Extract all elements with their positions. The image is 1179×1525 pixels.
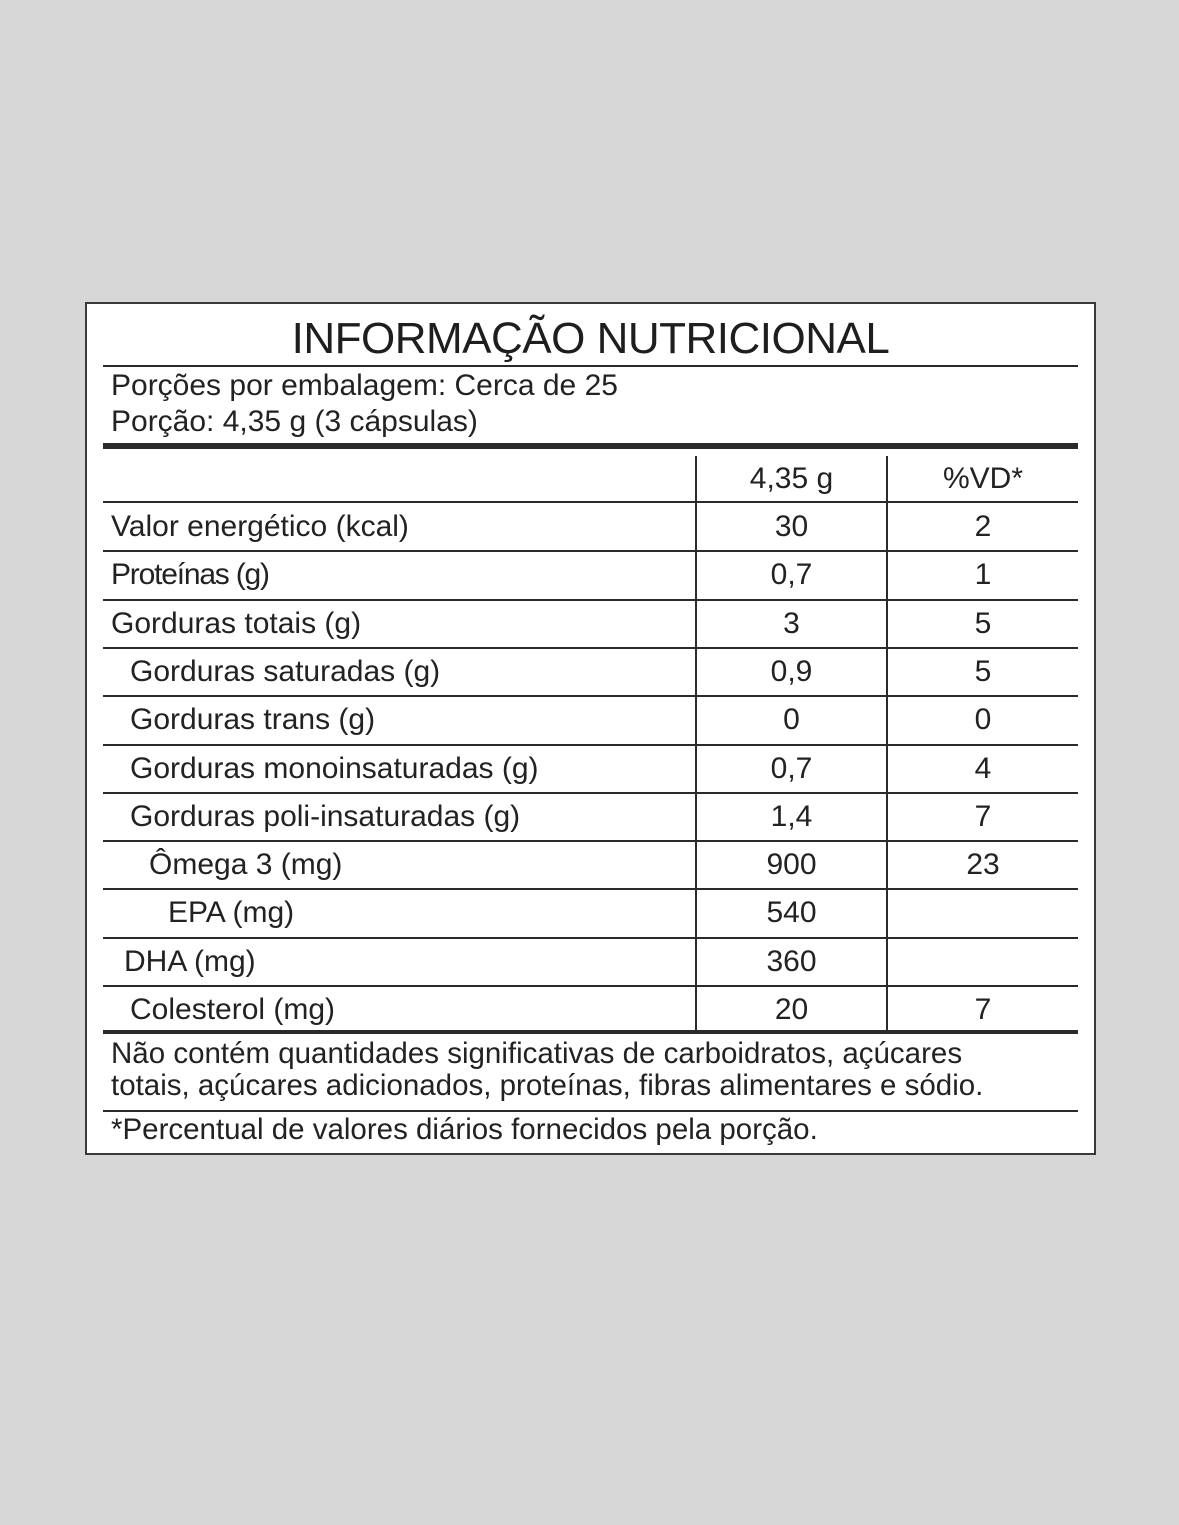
nutrient-amount: 0,7 <box>770 751 813 785</box>
nutrient-amount: 540 <box>766 896 817 930</box>
nutrient-amount: 30 <box>774 510 809 543</box>
nutrient-amount: 900 <box>766 848 817 882</box>
nutrient-name: Gorduras poli-insaturadas (g) <box>130 799 521 833</box>
servings-per-package: Porções por embalagem: Cerca de 25 <box>111 369 618 402</box>
nutrient-name: Proteínas (g) <box>111 558 269 592</box>
nutrient-daily-value: 2 <box>974 510 992 543</box>
not-significant-note-line-2: totais, açúcares adicionados, proteínas, fibras alimentares e sódio. <box>111 1069 984 1102</box>
daily-value-footnote: *Percentual de valores diários fornecidos pela porção. <box>111 1113 818 1146</box>
nutrient-name: Gorduras totais (g) <box>111 606 362 640</box>
nutrient-daily-value <box>888 890 1078 936</box>
nutrient-daily-value: 7 <box>974 799 992 833</box>
nutrition-facts-label <box>85 302 1096 1155</box>
not-significant-note-line-1: Não contém quantidades significativas de carboidratos, açúcares <box>111 1037 963 1070</box>
nutrient-name: Gorduras saturadas (g) <box>130 654 441 688</box>
nutrient-amount: 20 <box>774 993 809 1026</box>
nutrient-amount: 1,4 <box>770 799 813 833</box>
nutrient-name: Ômega 3 (mg) <box>149 848 343 882</box>
nutrient-name: DHA (mg) <box>124 944 256 978</box>
nutrient-amount: 3 <box>783 606 800 640</box>
footnote-divider <box>103 1110 1078 1112</box>
nutrient-amount: 0,9 <box>770 654 813 688</box>
serving-size: Porção: 4,35 g (3 cápsulas) <box>111 405 478 438</box>
nutrient-daily-value: 0 <box>974 703 992 737</box>
nutrient-daily-value <box>888 939 1078 985</box>
nutrient-name: Gorduras trans (g) <box>130 703 376 737</box>
nutrient-daily-value: 23 <box>966 848 1000 882</box>
header-row-divider <box>103 501 1078 503</box>
nutrient-name: Gorduras monoinsaturadas (g) <box>130 751 539 785</box>
label-title: INFORMAÇÃO NUTRICIONAL <box>291 314 890 363</box>
nutrient-daily-value: 7 <box>974 993 992 1026</box>
header-amount: 4,35 g <box>749 462 834 495</box>
nutrient-amount: 360 <box>766 944 817 978</box>
nutrient-daily-value: 5 <box>974 606 992 640</box>
nutrient-daily-value: 1 <box>974 558 992 592</box>
nutrient-name: Valor energético (kcal) <box>111 510 409 543</box>
nutrient-amount: 0 <box>783 703 800 737</box>
nutrient-name: Colesterol (mg) <box>130 993 336 1026</box>
thick-divider-top <box>103 443 1078 449</box>
header-daily-value: %VD* <box>942 462 1024 495</box>
nutrient-daily-value: 5 <box>974 654 992 688</box>
title-divider <box>103 365 1078 367</box>
nutrient-daily-value: 4 <box>974 751 992 785</box>
nutrient-name: EPA (mg) <box>168 896 295 930</box>
thick-divider-bottom <box>103 1030 1078 1034</box>
nutrient-amount: 0,7 <box>770 558 813 592</box>
